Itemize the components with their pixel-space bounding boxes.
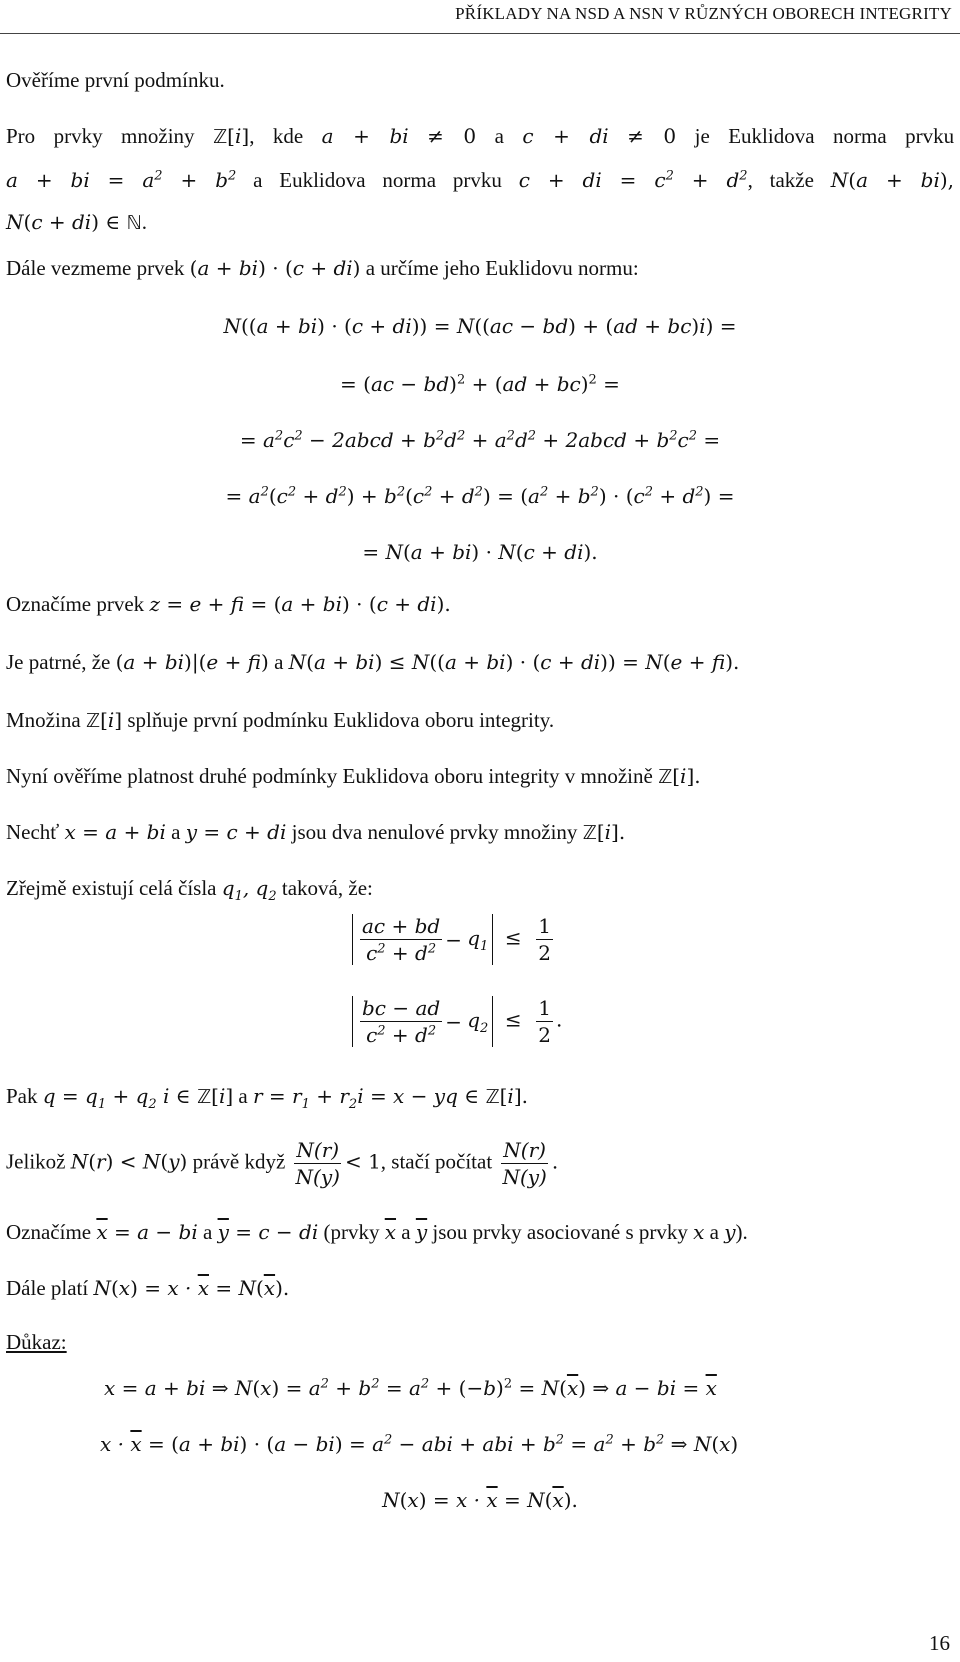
dale-plati-line: Dále platí $N(x) = x \cdot \overline{x} = N(\overline{x})$.	[6, 1276, 290, 1300]
oznacime-line: Označíme prvek z = e + fi = (a + bi) · (c + di).	[6, 592, 451, 616]
zrejme-line: Zřejmě existují celá čísla $q_1$, $q_2$ taková, že:	[6, 876, 373, 904]
inequality-1: $\frac{ac + bd}{c^2 + d^2}$ − $q_1$ ≤ $\frac{1}{2}$	[352, 914, 556, 965]
running-header: PŘÍKLADY NA NSD A NSN V RŮZNÝCH OBORECH INTEGRITY	[455, 4, 952, 23]
equation-2: = (ac − bd)$^2$ + (ad + bc)$^2$ =	[340, 372, 620, 396]
proof-equation-1: x = a + bi ⇒ $N(x) = a^2 + b^2 = a^2 + (-b)^2 = N(\overline{x})$ ⇒ a − bi = $\overline{x}$	[104, 1376, 717, 1400]
oznacime-conjugate-line: Označíme $\overline{x} = a$ − bi a $\overline{y} = c$ − di (prvky $\overline{x}$ a $\overline{y}$ jsou prvky asociované s prvky x a y).	[6, 1220, 748, 1244]
proof-equation-3: $N(x) = x \cdot \overline{x} = N(\overline{x})$.	[382, 1488, 578, 1512]
jelikoz-line: Jelikož N(r) < N(y) právě když $\frac{N(r)}{N(y)}$ < 1, stačí počítat $\frac{N(r)}{N(y)}$ .	[6, 1138, 559, 1189]
nyni-line: Nyní ověříme platnost druhé podmínky Euklidova oboru integrity v množině ℤ[i].	[6, 764, 701, 788]
equation-3: = $a^2c^2$ − 2abcd + $b^2d^2 + a^2d^2$ + 2abcd + $b^2c^2$ =	[239, 428, 721, 452]
equation-4: = $a^2(c^2 + d^2) + b^2(c^2 + d^2) = (a^2 + b^2) \cdot (c^2 + d^2)$ =	[225, 484, 735, 508]
norm-paragraph-line-1: Pro prvky množiny ℤ[i], kde a + bi ≠ 0 a c + di ≠ 0 je Euklidova norma prvku	[6, 124, 955, 148]
proof-equation-2: $x \cdot \overline{x} = (a + bi) \cdot (a - bi) = a^2$ − abi + abi + $b^2 = a^2 + b^2$ ⇒ N(x)	[100, 1432, 739, 1456]
equation-1: N((a + bi) · (c + di)) = N((ac − bd) + (ad + bc)i) =	[223, 314, 737, 338]
necht-line: Nechť x = a + bi a y = c + di jsou dva nenulové prvky množiny ℤ[i].	[6, 820, 626, 844]
page-number: 16	[929, 1631, 950, 1655]
je-patrne-line: Je patrné, že (a + bi)|(e + fi) a N(a + bi) ≤ N((a + bi) · (c + di)) = N(e + fi).	[6, 650, 740, 674]
mnozina-line: Množina ℤ[i] splňuje první podmínku Euklidova oboru integrity.	[6, 708, 555, 732]
pak-line: Pak $q = q_1 + q_2$ i ∈ ℤ[i] a $r = r_1 + r_2i = x$ − yq ∈ ℤ[i].	[6, 1084, 528, 1112]
equation-5: = N(a + bi) · N(c + di).	[362, 540, 598, 564]
dale-line: Dále vezmeme prvek (a + bi) · (c + di) a určíme jeho Euklidovu normu:	[6, 256, 639, 280]
inequality-2: $\frac{bc - ad}{c^2 + d^2}$ − $q_2$ ≤ $\frac{1}{2}$ .	[352, 996, 562, 1047]
verify-first-line: Ověříme první podmínku.	[6, 68, 225, 92]
norm-paragraph-line-3: N(c + di) ∈ ℕ.	[6, 210, 147, 234]
norm-paragraph-line-2: a + bi = $a^2 + b^2$ a Euklidova norma prvku c + di = $c^2 + d^2$, takže N(a + bi),	[6, 168, 955, 192]
dukaz-label: Důkaz:	[6, 1330, 67, 1354]
header-rule	[0, 33, 960, 34]
